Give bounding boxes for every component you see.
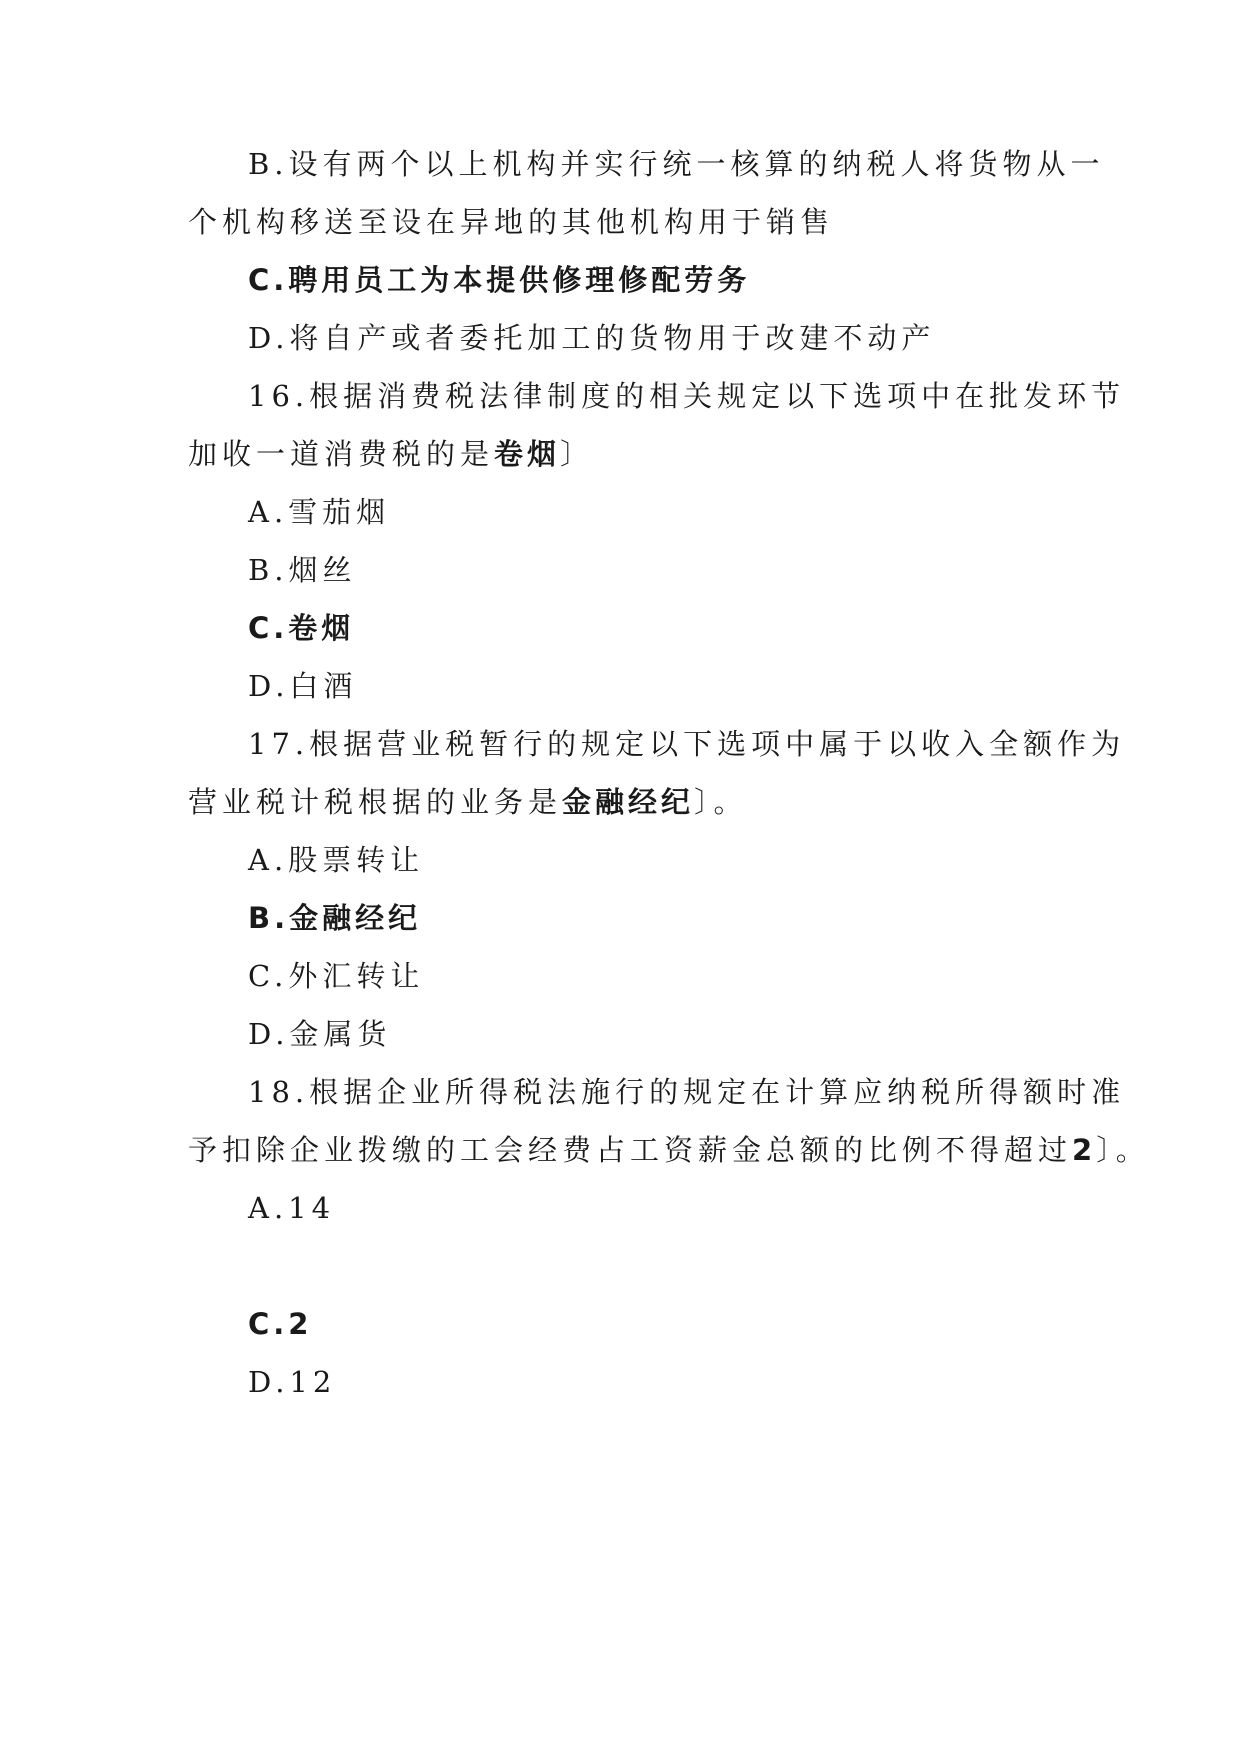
q17-stem-prefix: 营业税计税根据的业务是: [188, 785, 563, 819]
q16-option-d: D.白酒: [248, 669, 358, 703]
q16-stem-prefix: 加收一道消费税的是: [188, 437, 495, 471]
q16-stem-line2: [188, 434, 594, 474]
q15-option-b-line2: 个机构移送至设在异地的其他机构用于销售: [188, 205, 835, 239]
q18-option-a: A.14: [248, 1191, 336, 1225]
q17-stem-suffix: 〕。: [694, 785, 748, 819]
q18-stem-line2: [188, 1130, 1150, 1170]
q18-stem-suffix: 〕。: [1096, 1133, 1150, 1167]
q18-stem-prefix: 予扣除企业拨缴的工会经费占工资薪金总额的比例不得超过: [188, 1133, 1073, 1167]
q17-stem-line2: [188, 782, 748, 822]
q17-option-c: C.外汇转让: [248, 959, 425, 993]
q18-stem-line1: 18.根据企业所得税法施行的规定在计算应纳税所得额时准: [248, 1075, 1126, 1109]
q18-option-d: D.12: [248, 1365, 337, 1399]
q16-stem-suffix: 〕: [560, 437, 595, 471]
q15-option-c-correct: C.聘用员工为本提供修理修配劳务: [248, 263, 751, 297]
q16-option-a: A.雪茄烟: [248, 495, 391, 529]
q16-option-c-correct: C.卷烟: [248, 611, 355, 645]
q17-option-d: D.金属货: [248, 1017, 392, 1051]
q17-option-a: A.股票转让: [248, 843, 425, 877]
q16-answer: 卷烟: [494, 437, 561, 471]
q18-option-c-correct: C.2: [248, 1307, 313, 1341]
q17-answer: 金融经纪: [562, 785, 695, 819]
q15-option-d: D.将自产或者委托加工的货物用于改建不动产: [248, 321, 936, 355]
q16-stem-line1: 16.根据消费税法律制度的相关规定以下选项中在批发环节: [248, 379, 1126, 413]
q17-option-b-correct: B.金融经纪: [248, 901, 422, 935]
q16-option-b: B.烟丝: [248, 553, 357, 587]
q15-option-b-line1: B.设有两个以上机构并实行统一核算的纳税人将货物从一: [248, 147, 1105, 181]
q18-answer: 2: [1072, 1133, 1097, 1167]
q17-stem-line1: 17.根据营业税暂行的规定以下选项中属于以收入全额作为: [248, 727, 1126, 761]
